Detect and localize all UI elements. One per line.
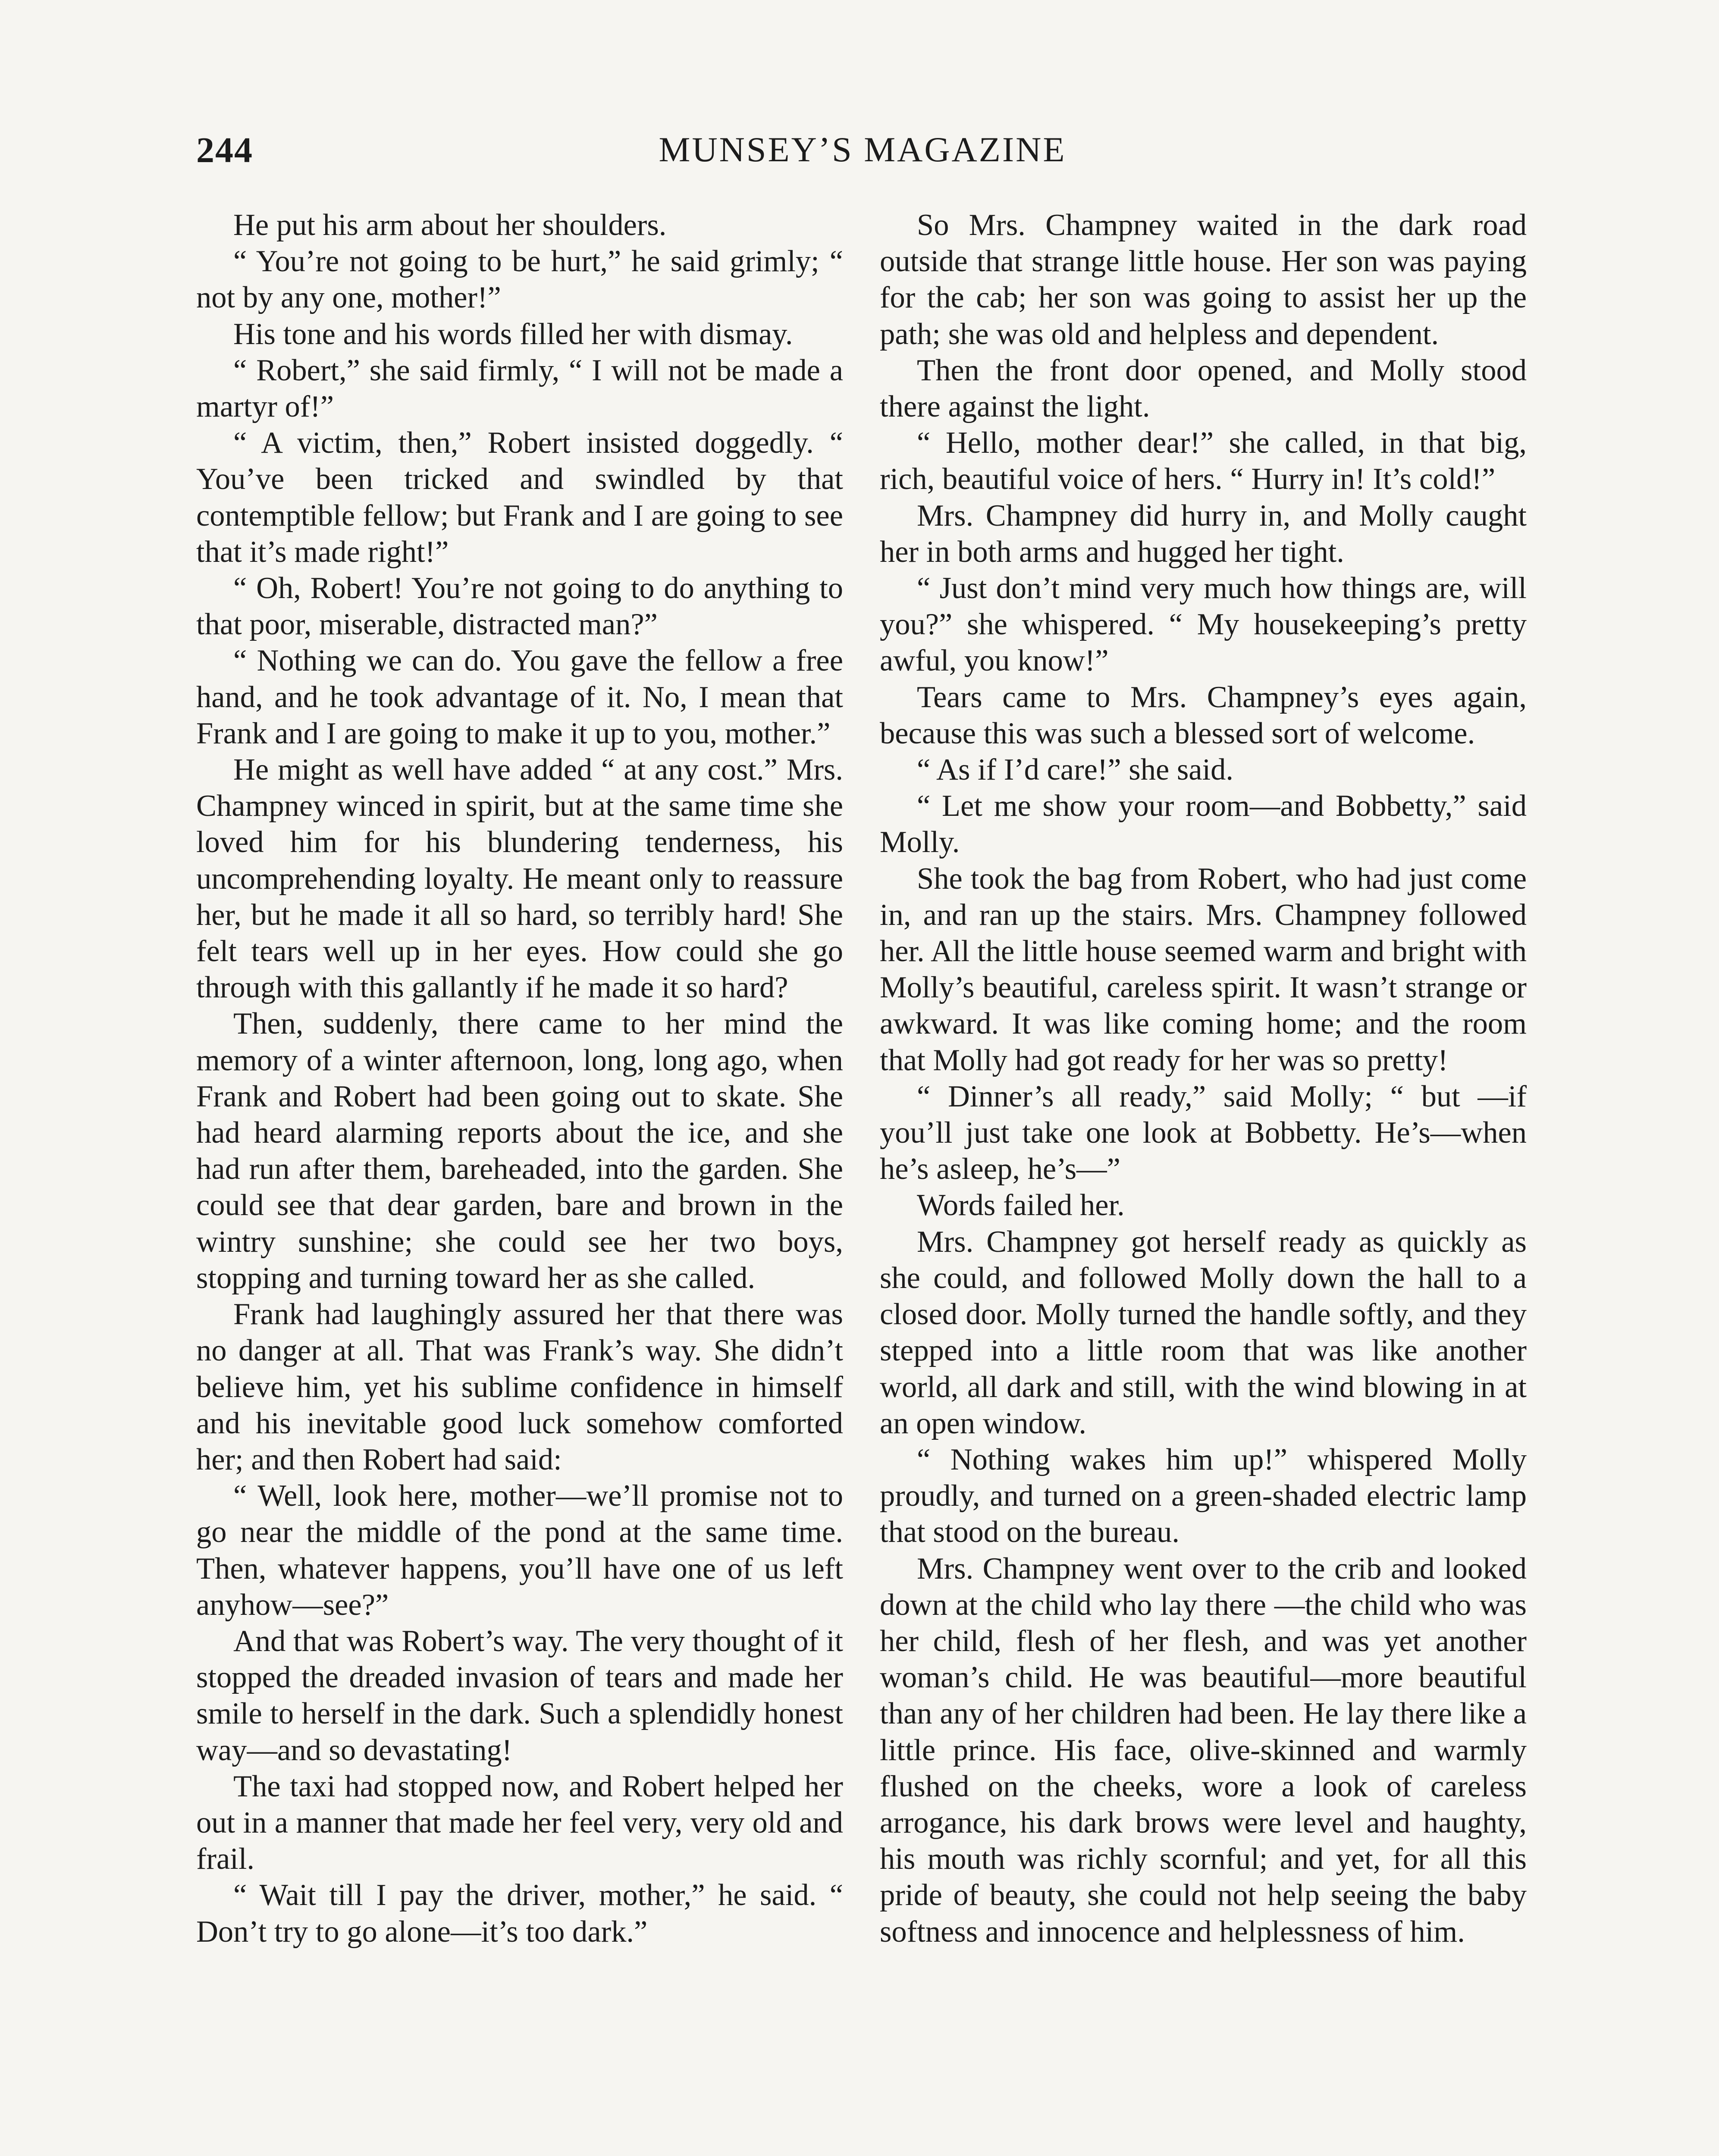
- paragraph: “ Nothing wakes him up!” whispered Molly proudly, and turned on a green-shaded electric lamp that stood on the bureau.: [880, 1442, 1527, 1549]
- running-head: MUNSEY’S MAGAZINE: [659, 130, 1067, 169]
- page-header: [196, 129, 1529, 190]
- paragraph: “ Dinner’s all ready,” said Molly; “ but —if you’ll just take one look at Bobbetty. He’s—when he’s asleep, he’s—”: [880, 1079, 1527, 1186]
- paragraph: Then the front door opened, and Molly stood there against the light.: [880, 353, 1527, 424]
- paragraph: “ Wait till I pay the driver, mother,” he said. “ Don’t try to go alone—it’s too dark.”: [196, 1878, 843, 1949]
- paragraph: “ Just don’t mind very much how things are, will you?” she whispered. “ My housekeeping’s pretty awful, you know!”: [880, 571, 1527, 678]
- text-column-left: [196, 207, 843, 1950]
- paragraph: He put his arm about her shoulders.: [233, 208, 667, 242]
- paragraph: Frank had laughingly assured her that there was no danger at all. That was Frank’s way. She didn’t believe him, yet his sublime confidence in himself and his inevitable good luck somehow comforted her; and then Robert had said:: [196, 1297, 843, 1476]
- paragraph: “ Oh, Robert! You’re not going to do anything to that poor, miserable, distracted man?”: [196, 571, 843, 642]
- paragraph: Tears came to Mrs. Champney’s eyes again, because this was such a blessed sort of welcome.: [880, 680, 1527, 750]
- paragraph: His tone and his words filled her with dismay.: [233, 317, 793, 351]
- paragraph: He might as well have added “ at any cost.” Mrs. Champney winced in spirit, but at the same time she loved him for his blundering tenderness, his uncomprehending loyalty. He meant only to reassure her, but he made it all so hard, so terribly hard! She felt tears well up in her eyes. How could she go through with this gallantly if he made it so hard?: [196, 753, 843, 1005]
- paragraph: The taxi had stopped now, and Robert helped her out in a manner that made her feel very, very old and frail.: [196, 1769, 843, 1876]
- paragraph: “ A victim, then,” Robert insisted doggedly. “ You’ve been tricked and swindled by that contemptible fellow; but Frank and I are going to see that it’s made right!”: [196, 426, 843, 569]
- paragraph: “ As if I’d care!” she said.: [917, 753, 1234, 787]
- paragraph: “ Hello, mother dear!” she called, in that big, rich, beautiful voice of hers. “ Hurry in! It’s cold!”: [880, 426, 1527, 496]
- page-number: 244: [196, 130, 253, 170]
- paragraph: Mrs. Champney got herself ready as quickly as she could, and followed Molly down the hall to a closed door. Molly turned the handle softly, and they stepped into a little room that was like another world, all dark and still, with the wind blowing in at an open window.: [880, 1225, 1527, 1440]
- paragraph: Mrs. Champney did hurry in, and Molly caught her in both arms and hugged her tight.: [880, 498, 1527, 569]
- paragraph: She took the bag from Robert, who had just come in, and ran up the stairs. Mrs. Champney followed her. All the little house seemed warm and bright with Molly’s beautiful, careless spirit. It wasn’t strange or awkward. It was like coming home; and the room that Molly had got ready for her was so pretty!: [880, 862, 1527, 1077]
- paragraph: Words failed her.: [917, 1188, 1125, 1222]
- paragraph: Then, suddenly, there came to her mind the memory of a winter afternoon, long, long ago, when Frank and Robert had been going out to skate. She had heard alarming reports about the ice, and she had run after them, bareheaded, into the garden. She could see that dear garden, bare and brown in the wintry sunshine; she could see her two boys, stopping and turning toward her as she called.: [196, 1007, 843, 1295]
- paragraph: “ Robert,” she said firmly, “ I will not be made a martyr of!”: [196, 353, 843, 424]
- paragraph: “ Let me show your room—and Bobbetty,” said Molly.: [880, 789, 1527, 859]
- paragraph: Mrs. Champney went over to the crib and looked down at the child who lay there —the child who was her child, flesh of her flesh, and was yet another woman’s child. He was beautiful—more beautiful than any of her children had been. He lay there like a little prince. His face, olive-skinned and warmly flushed on the cheeks, wore a look of careless arrogance, his dark brows were level and haughty, his mouth was richly scornful; and yet, for all this pride of beauty, she could not help seeing the baby softness and innocence and helplessness of him.: [880, 1551, 1527, 1949]
- paragraph: And that was Robert’s way. The very thought of it stopped the dreaded invasion of tears and made her smile to herself in the dark. Such a splendidly honest way—and so devastating!: [196, 1624, 843, 1767]
- text-column-right: [880, 207, 1527, 1950]
- paragraph: “ Well, look here, mother—we’ll promise not to go near the middle of the pond at the same time. Then, whatever happens, you’ll have one of us left anyhow—see?”: [196, 1479, 843, 1622]
- paragraph: So Mrs. Champney waited in the dark road outside that strange little house. Her son was paying for the cab; her son was going to assist her up the path; she was old and helpless and dependent.: [880, 208, 1527, 351]
- paragraph: “ Nothing we can do. You gave the fellow a free hand, and he took advantage of it. No, I mean that Frank and I are going to make it up to you, mother.”: [196, 644, 843, 750]
- paragraph: “ You’re not going to be hurt,” he said grimly; “ not by any one, mother!”: [196, 244, 843, 315]
